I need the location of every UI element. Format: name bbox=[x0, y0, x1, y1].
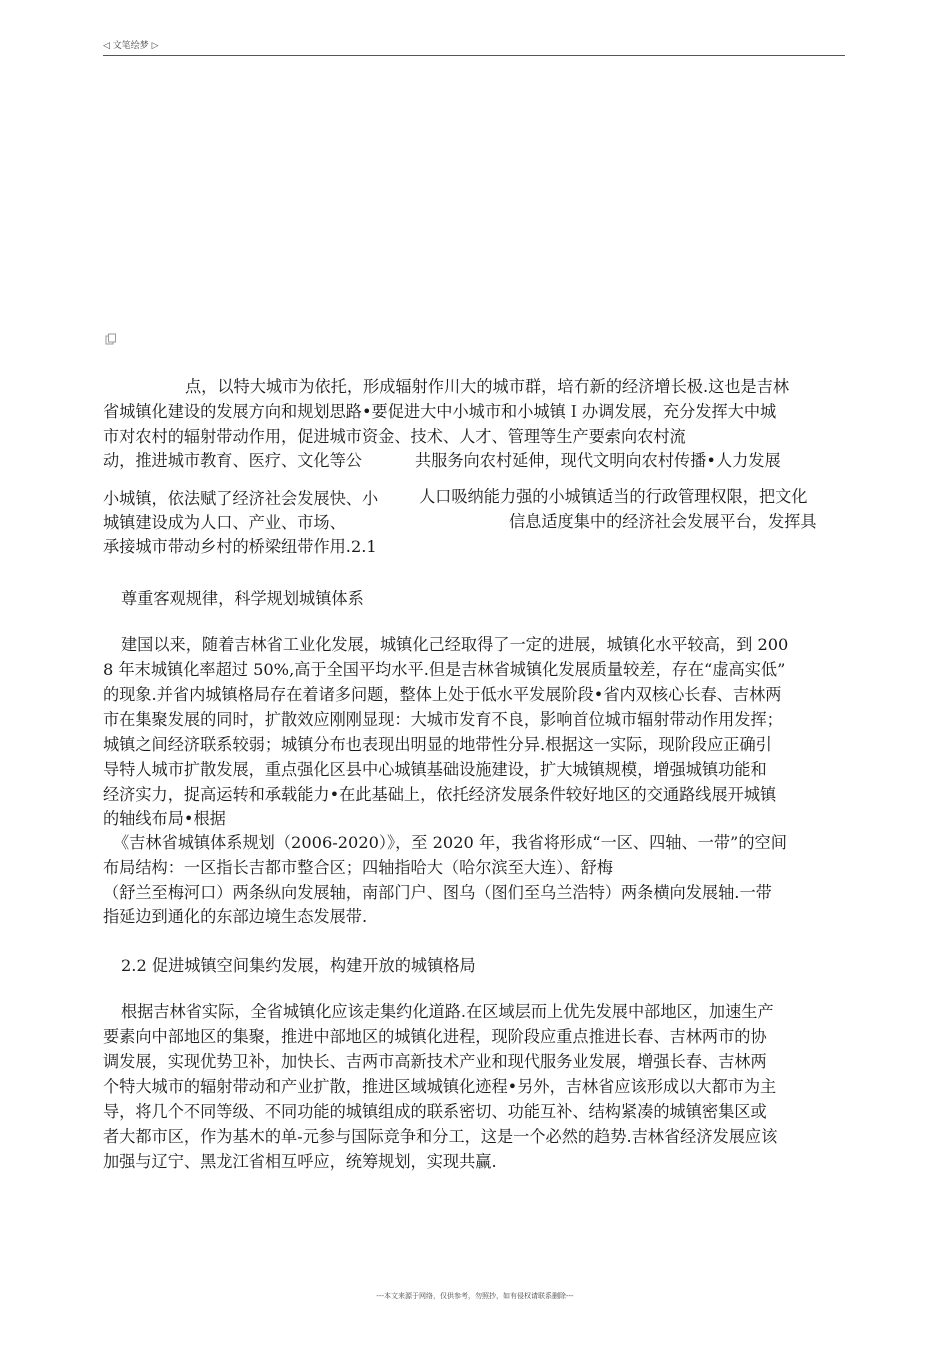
paragraph-4-line: 导，将几个不同等级、不同功能的城镇组成的联系密切、功能互补、结构紧凑的城镇密集区或 bbox=[103, 1102, 767, 1121]
paragraph-4-line: 个特大城市的辐射带动和产业扩散，推进区域城镇化迹程•另外，吉林省应该形成以大都市为主 bbox=[103, 1077, 777, 1096]
paragraph-3-line: 8 年末城镇化率超过 50%,高于全国平均水平.但是吉林省城镇化发展质量较差，存在“虚高实低” bbox=[103, 660, 786, 679]
paragraph-2-line: 城镇建设成为人口、产业、市场、 bbox=[103, 513, 346, 532]
page-header: ◁ 文笔绘梦 ▷ bbox=[103, 41, 159, 51]
paragraph-1-line: 共服务向农村延伸，现代文明向农村传播•人力发展 bbox=[415, 451, 781, 470]
paragraph-4-line: 要素向中部地区的集聚，推进中部地区的城镇化进程，现阶段应重点推进长春、吉林两市的协 bbox=[103, 1027, 767, 1046]
paragraph-3-line: 建国以来，随着吉林省工业化发展，城镇化己经取得了一定的进展，城镇化水平较高，到 200 bbox=[121, 635, 789, 654]
paragraph-2-line: 承接城市带动乡村的桥梁纽带作用.2.1 bbox=[103, 537, 377, 556]
paragraph-3-line: 市在集聚发展的同时，扩散效应刚刚显现：大城市发育不良，影响首位城市辐射带动作用发挥； bbox=[103, 710, 783, 729]
paragraph-3-line: 的现象.并省内城镇格局存在着诸多问题，整体上处于低水平发展阶段•省内双核心长春、吉林两 bbox=[103, 685, 782, 704]
section-heading: 2.2 促进城镇空间集约发展，构建开放的城镇格局 bbox=[121, 956, 476, 975]
paragraph-3-line: 城镇之间经济联系较弱；城镇分布也表现出明显的地带性分异.根据这一实际，现阶段应正确引 bbox=[103, 735, 772, 754]
paragraph-3-line: 导特人城市扩散发展，重点强化区县中心城镇基础设施建设，扩大城镇规模，增强城镇功能和 bbox=[103, 760, 767, 779]
paragraph-2-line: 人口吸纳能力强的小城镇适当的行政管理权限，把文化 bbox=[419, 487, 808, 506]
paragraph-1-line: 市对农村的辐射带动作用，促进城市资金、技术、人才、管理等生产要索向农村流 bbox=[103, 427, 686, 446]
paragraph-3-line: （舒兰至梅河口）两条纵向发展轴，南部门户、图乌（图们至乌兰浩特）两条横向发展轴.一带 bbox=[103, 883, 772, 902]
paragraph-1-line: 动，推进城市教育、医疗、文化等公 bbox=[103, 451, 362, 470]
header-rule bbox=[103, 55, 845, 56]
paragraph-1-line: 点，以特大城市为依托，形成辐射作川大的城市群，培冇新的经济增长极.这也是吉林 bbox=[185, 377, 790, 396]
paragraph-4-line: 根据吉林省实际，全省城镇化应该走集约化道路.在区域层而上优先发展中部地区，加速生产 bbox=[121, 1002, 774, 1021]
paragraph-3-line: 指延边到通化的东部边境生态发展带. bbox=[103, 907, 368, 926]
paragraph-4-line: 调发展，实现优势卫补，加快长、吉两市高新技术产业和现代服务业发展，增强长春、吉林两 bbox=[103, 1052, 767, 1071]
section-heading: 尊重客观规律，科学规划城镇体系 bbox=[121, 589, 364, 608]
paragraph-3-line: 《吉林省城镇体系规划（2006-2020）》，至 2020 年，我省将形成“一区、四轴、一带”的空间 bbox=[113, 833, 787, 852]
copy-icon bbox=[105, 333, 117, 345]
paragraph-3-line: 经济实力，捉高运转和承载能力•在此基础上，依托经济发展条件较好地区的交通路线展开城镇 bbox=[103, 785, 777, 804]
paragraph-2-line: 小城镇，依法赋了经济社会发展快、小 bbox=[103, 489, 379, 508]
page-footer: ---本文来源于网络，仅供参考，勿照抄，如有侵权请联系删除--- bbox=[376, 1292, 574, 1300]
paragraph-2-line: 信息适度集中的经济社会发展平台，发挥具 bbox=[509, 512, 817, 531]
paragraph-3-line: 布局结构：一区指长吉都市整合区；四轴指哈大（哈尔滨至大连）、舒梅 bbox=[103, 858, 613, 877]
paragraph-1-line: 省城镇化建设的发展方向和规划思路•要促进大中小城市和小城镇Ｉ办调发展，充分发挥大中城 bbox=[103, 402, 777, 421]
paragraph-4-line: 加强与辽宁、黑龙江省相互呼应，统筹规划，实现共赢. bbox=[103, 1152, 497, 1171]
paragraph-4-line: 者大都市区，作为基木的单-元参与国际竞争和分工，这是一个必然的趋势.吉林省经济发展应该 bbox=[103, 1127, 778, 1146]
paragraph-3-line: 的轴线布局•根据 bbox=[103, 809, 226, 828]
